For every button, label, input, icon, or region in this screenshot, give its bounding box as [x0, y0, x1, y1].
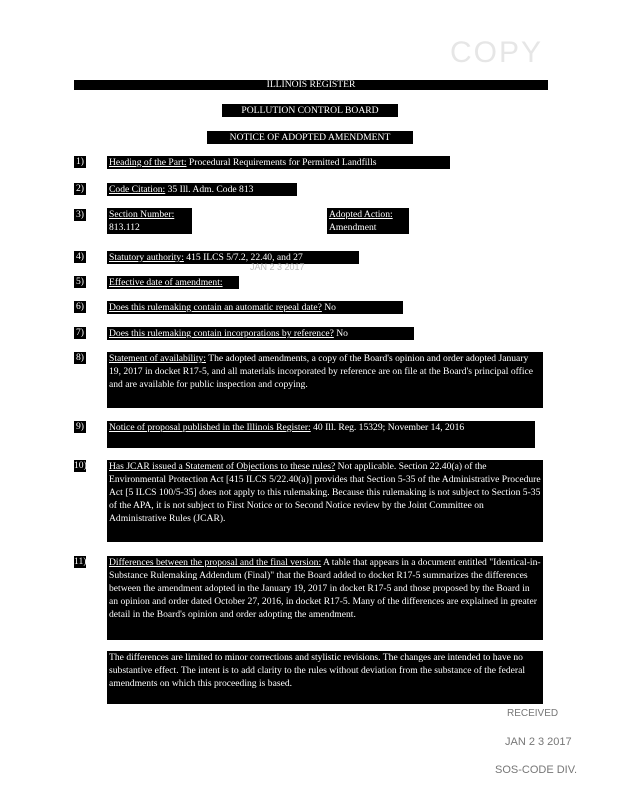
item-number: 2): [76, 183, 84, 194]
item-number: 8): [76, 352, 84, 363]
item-statutory-authority: [107, 251, 359, 264]
item-number: 11): [74, 556, 87, 567]
item-label: Does this rulemaking contain incorporations by reference?: [109, 328, 334, 339]
item-label: Heading of the Part:: [109, 157, 187, 168]
item-number: 10): [74, 460, 87, 471]
item-label: Section Number:: [109, 209, 175, 220]
item-label: Differences between the proposal and the final version:: [109, 557, 322, 568]
item-text: Amendment: [329, 222, 377, 233]
item-jcar-objections: [107, 460, 543, 542]
item-automatic-repeal: [107, 301, 403, 314]
item-label: Effective date of amendment:: [109, 277, 223, 288]
item-number: 1): [76, 156, 84, 167]
item-text: 415 ILCS 5/7.2, 22.40, and 27: [183, 252, 303, 263]
board-title: POLLUTION CONTROL BOARD: [222, 104, 398, 117]
item-text: 40 Ill. Reg. 15329; November 14, 2016: [310, 422, 465, 433]
item-section-number: [107, 208, 192, 234]
register-title: ILLINOIS REGISTER: [74, 80, 548, 90]
item-label: Code Citation:: [109, 184, 166, 195]
item-label: Statutory authority:: [109, 252, 184, 263]
item-text: Procedural Requirements for Permitted Landfills: [186, 157, 377, 168]
item-differences-paragraph-2: The differences are limited to minor corrections and stylistic revisions. The changes are intended to have no substantive effect. The intent is to add clarity to the rules without deviation from the substance of the federal amendments on which this proceeding is based.: [107, 651, 543, 704]
received-date-stamp: JAN 2 3 2017: [505, 736, 572, 748]
item-label: Does this rulemaking contain an automatic repeal date?: [109, 302, 322, 313]
item-number: 7): [76, 327, 84, 338]
item-text: A table that appears in a document entitled "Identical-in-Substance Rulemaking Addendum (Final)" that the Board added to docket R17-5 summarizes the differences between the amendment adopted in the January 19, 2017 in docket R17-5 and those proposed by the Board in an opinion and order dated October 27, 2016, in docket R17-5. Many of the differences are explained in greater detail in the Board's opinion and order adopting the amendment.: [109, 557, 541, 620]
item-statement-of-availability: [107, 352, 543, 408]
item-effective-date: [107, 276, 239, 289]
item-text: No: [333, 328, 348, 339]
item-notice-of-proposal: [107, 421, 535, 448]
received-stamp: RECEIVED: [507, 708, 559, 719]
notice-title: NOTICE OF ADOPTED AMENDMENT: [207, 131, 413, 144]
item-number: 9): [76, 421, 84, 432]
item-label: Statement of availability:: [109, 353, 206, 364]
item-number: 5): [76, 276, 84, 287]
item-number: 4): [76, 251, 84, 262]
item-adopted-action: [327, 208, 409, 234]
item-label: Has JCAR issued a Statement of Objections to these rules?: [109, 461, 336, 472]
item-code-citation: [107, 183, 297, 196]
copy-stamp: COPY: [450, 36, 544, 69]
item-number: 6): [76, 301, 84, 312]
item-text: The adopted amendments, a copy of the Board's opinion and order adopted January 19, 2017 in docket R17-5, and all materials incorporated by reference are on file at the Board's principal office and are available for public inspection and copying.: [109, 353, 534, 390]
item-incorporations: [107, 327, 414, 340]
item-text: No: [321, 302, 336, 313]
item-label: Notice of proposal published in the Illinois Register:: [109, 422, 311, 433]
item-heading-of-part: [107, 156, 450, 169]
item-text: 35 Ill. Adm. Code 813: [165, 184, 254, 195]
item-text: 813.112: [109, 222, 140, 233]
item-label: Adopted Action:: [329, 209, 393, 220]
item-number: 3): [76, 209, 84, 220]
item-differences: [107, 556, 543, 640]
division-stamp: SOS-CODE DIV.: [495, 764, 578, 776]
item-text: Not applicable. Section 22.40(a) of the Environmental Protection Act [415 ILCS 5/22.40(a)] provides that Section 5-35 of the Administrative Procedure Act [5 ILCS 100/5-35] does not apply to this rulemaking. Because this rulemaking is not subject to Section 5-35 of the APA, it is not subject to First Notice or to Second Notice review by the Joint Committee on Administrative Rules (JCAR).: [109, 461, 541, 524]
date-stamp-faint: JAN 2 3 2017: [250, 262, 305, 272]
